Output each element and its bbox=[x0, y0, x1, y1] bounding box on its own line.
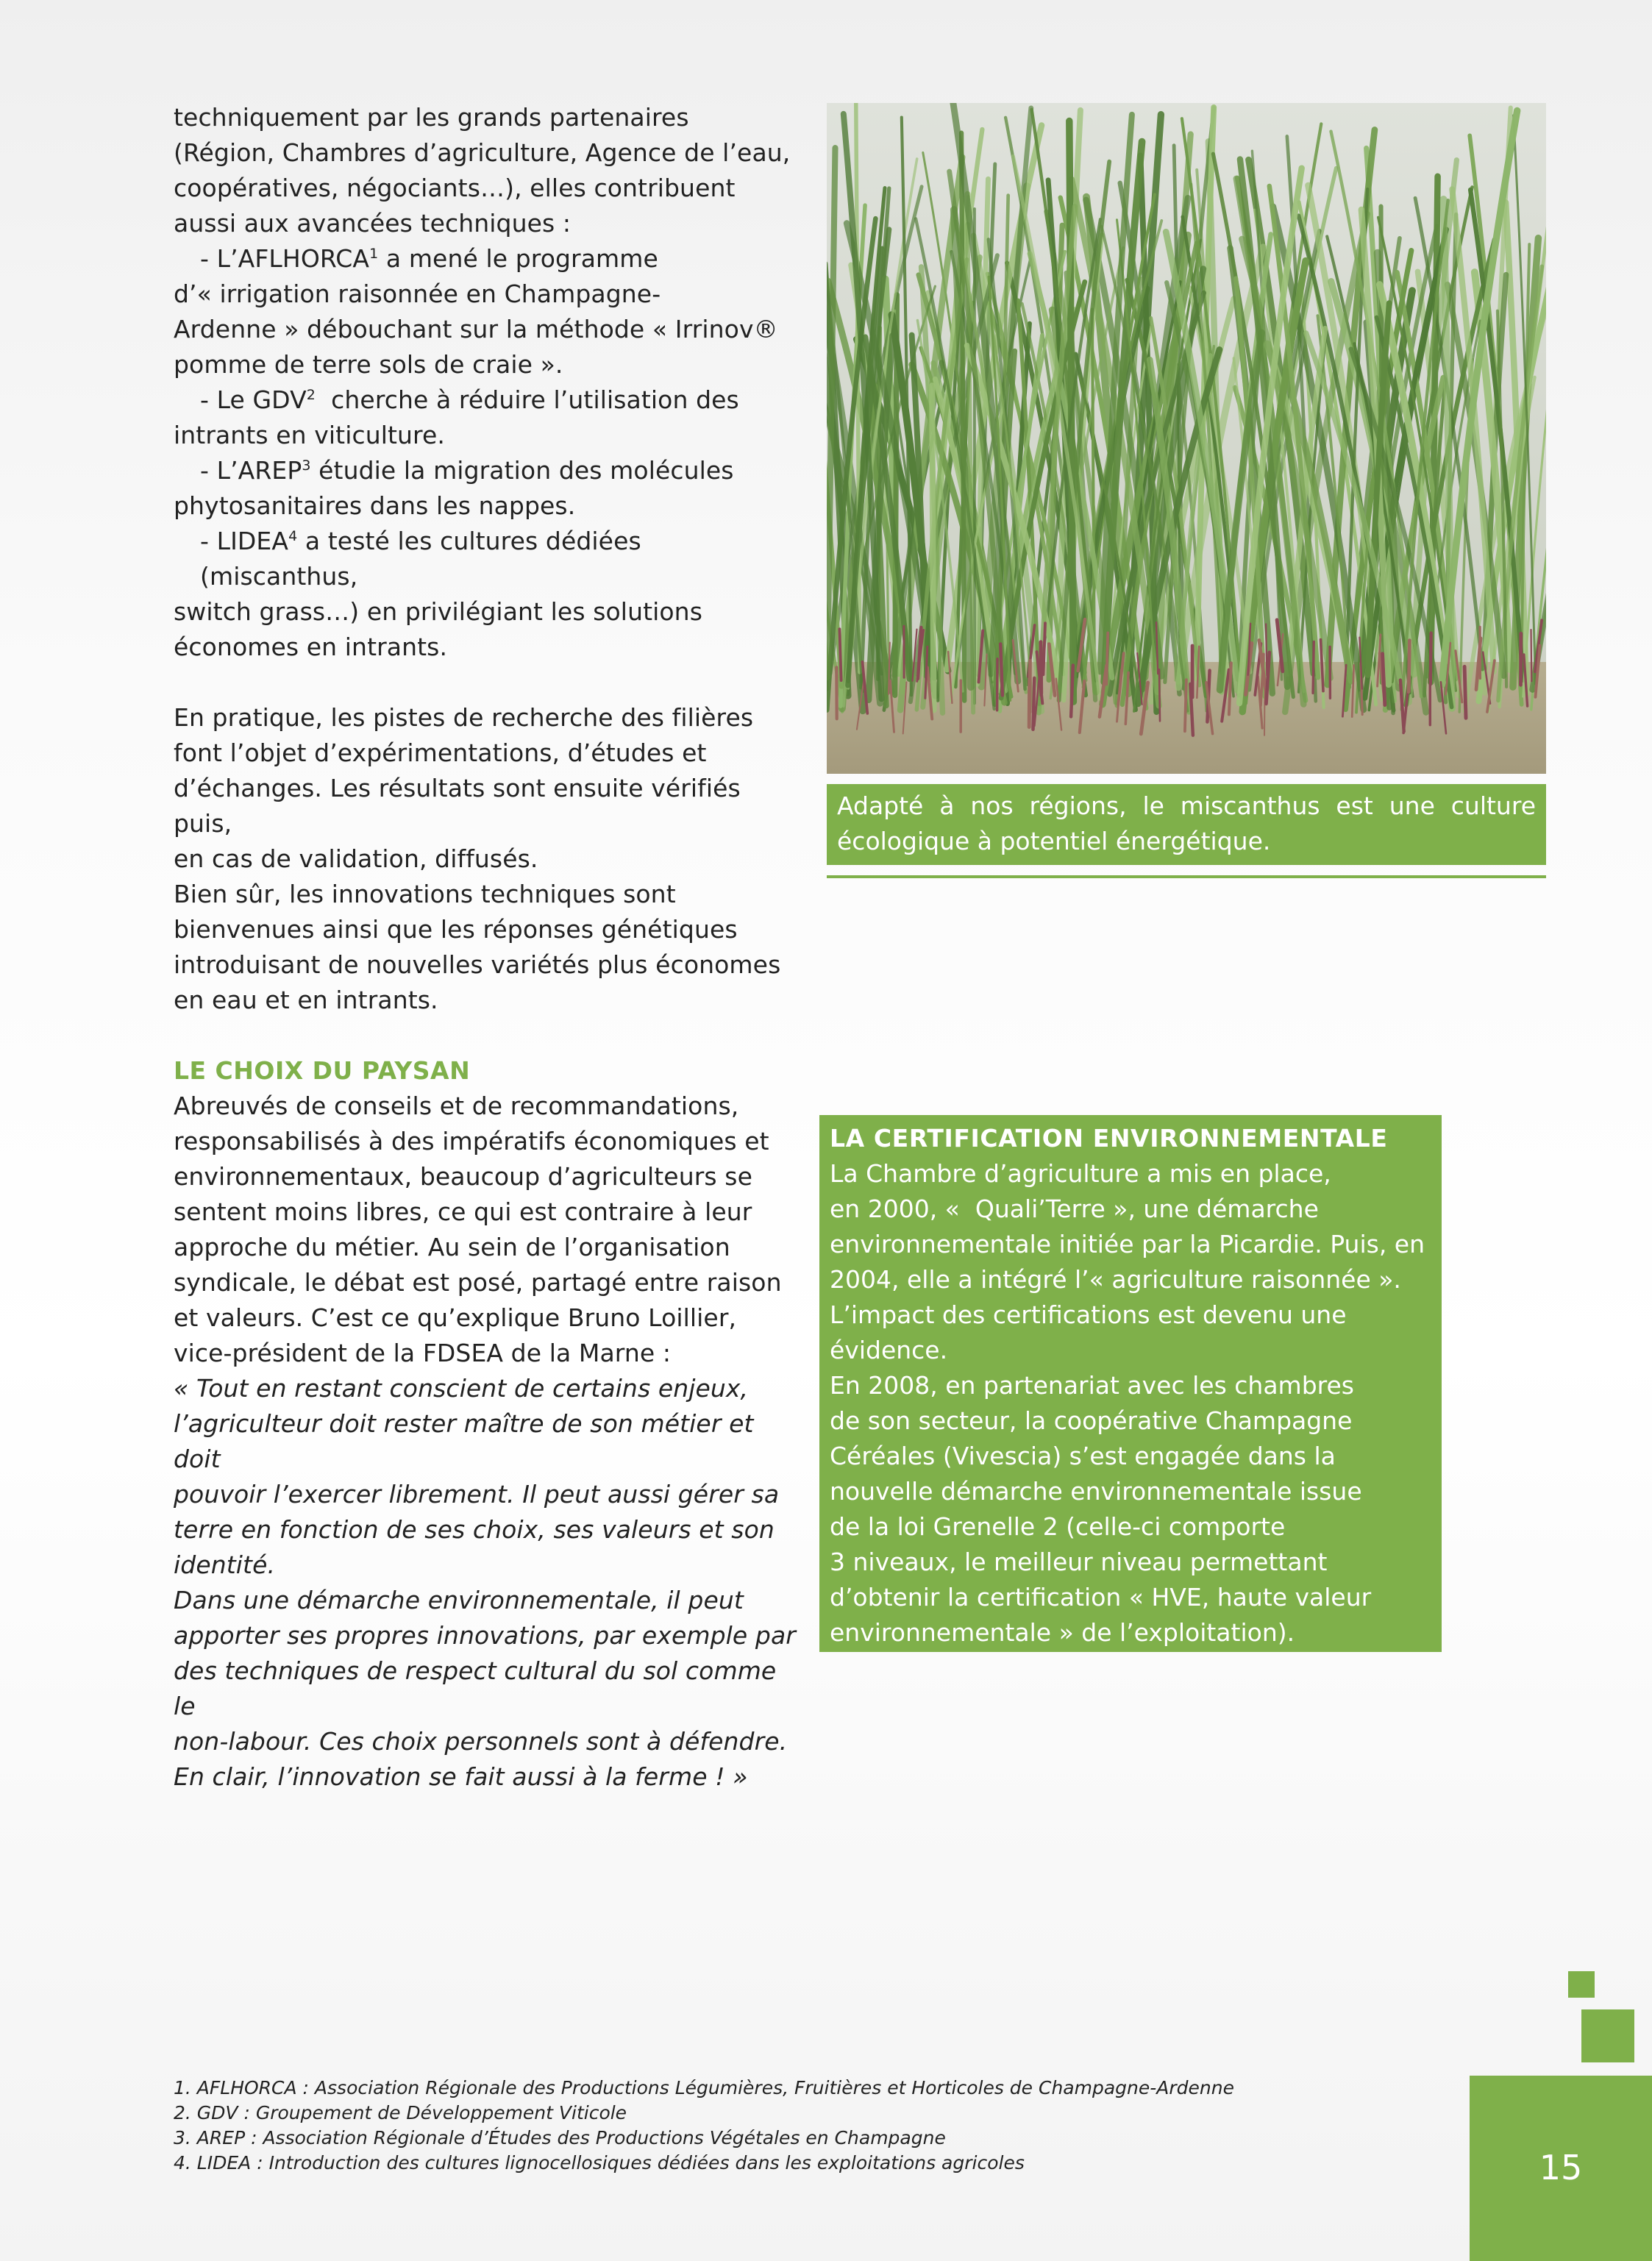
quote-text: l’agriculteur doit rester maître de son métier et doit bbox=[174, 1409, 754, 1473]
quote-text: En clair, l’innovation se fait aussi à la ferme ! » bbox=[174, 1762, 748, 1791]
quote-line bbox=[174, 1759, 803, 1795]
bullet-text: a testé les cultures dédiées (miscanthus, bbox=[200, 527, 641, 591]
bullet-text: pomme de terre sols de craie ». bbox=[174, 350, 563, 379]
box-line: en 2000, « Quali’Terre », une démarche bbox=[830, 1194, 1319, 1223]
grass-stem bbox=[1000, 644, 1003, 695]
quote-text: des techniques de respect cultural du sol comme le bbox=[174, 1656, 777, 1720]
quote-text: identité. bbox=[174, 1550, 276, 1579]
practice-line: en cas de validation, diffusés. bbox=[174, 844, 538, 873]
grass-stem bbox=[1383, 654, 1385, 705]
footnote-ref: 1 bbox=[369, 246, 379, 262]
left-column bbox=[174, 100, 803, 1795]
practice-line: Bien sûr, les innovations techniques sont bbox=[174, 880, 676, 908]
footnote: 1. AFLHORCA : Association Régionale des Productions Légumières, Fruitières et Horticoles de Champagne-Ardenne bbox=[174, 2077, 1234, 2098]
box-line: 3 niveaux, le meilleur niveau permettant bbox=[830, 1548, 1328, 1576]
box-title: LA CERTIFICATION ENVIRONNEMENTALE bbox=[830, 1124, 1388, 1153]
bullet-prefix: - LIDEA bbox=[200, 527, 289, 555]
box-line: environnementale initiée par la Picardie. Puis, en bbox=[830, 1230, 1425, 1258]
footnote-ref: 2 bbox=[306, 387, 316, 403]
box-line: En 2008, en partenariat avec les chambres bbox=[830, 1371, 1354, 1400]
decor-square-large bbox=[1581, 2009, 1634, 2062]
choice-line: environnementaux, beaucoup d’agriculteurs se bbox=[174, 1162, 752, 1191]
quote-text: non-labour. Ces choix personnels sont à défendre. bbox=[174, 1727, 788, 1756]
bullet-lidea bbox=[174, 524, 803, 594]
choice-line: sentent moins libres, ce qui est contraire à leur bbox=[174, 1197, 752, 1226]
quote-line bbox=[174, 1477, 803, 1512]
quote-text: « Tout en restant conscient de certains enjeux, bbox=[174, 1374, 749, 1403]
box-line: L’impact des certifications est devenu une bbox=[830, 1300, 1347, 1329]
bullet-gdv bbox=[174, 382, 803, 418]
box-line: évidence. bbox=[830, 1336, 948, 1364]
quote-line bbox=[174, 1653, 803, 1724]
practice-line: en eau et en intrants. bbox=[174, 986, 438, 1014]
quote-line bbox=[174, 1583, 803, 1618]
section-title: LE CHOIX DU PAYSAN bbox=[174, 1056, 471, 1085]
practice-line: introduisant de nouvelles variétés plus économes bbox=[174, 950, 781, 979]
choice-line: responsabilisés à des impératifs économiques et bbox=[174, 1127, 769, 1156]
photo-caption: Adapté à nos régions, le miscanthus est une culture écologique à potentiel énergétique. bbox=[827, 784, 1546, 865]
grass-stem bbox=[1313, 641, 1314, 693]
intro-line: coopératives, négociants…), elles contribuent bbox=[174, 174, 736, 202]
quote-line bbox=[174, 1371, 803, 1406]
box-line: de son secteur, la coopérative Champagne bbox=[830, 1406, 1353, 1435]
bullet-text: phytosanitaires dans les nappes. bbox=[174, 491, 576, 520]
bullet-text: étudie la migration des molécules bbox=[310, 456, 734, 485]
box-line: environnementale » de l’exploitation). bbox=[830, 1618, 1295, 1647]
page-number: 15 bbox=[1539, 2148, 1583, 2187]
quote-line bbox=[174, 1724, 803, 1759]
quote-text: terre en fonction de ses choix, ses valeurs et son bbox=[174, 1515, 775, 1544]
footnote: 3. AREP : Association Régionale d’Études des Productions Végétales en Champagne bbox=[174, 2127, 946, 2148]
decor-square-small bbox=[1568, 1971, 1595, 1998]
choice-line: et valeurs. C’est ce qu’explique Bruno Loillier, bbox=[174, 1303, 737, 1332]
bullet-aflhorca bbox=[174, 241, 803, 277]
choice-line: Abreuvés de conseils et de recommandations, bbox=[174, 1092, 739, 1120]
miscanthus-illustration bbox=[827, 103, 1546, 774]
bullet-text: a mené le programme bbox=[378, 244, 658, 273]
certification-box bbox=[819, 1115, 1442, 1652]
quote-text: apporter ses propres innovations, par exemple par bbox=[174, 1621, 796, 1650]
bullet-prefix: - L’AFLHORCA bbox=[200, 244, 370, 273]
choice-line: syndicale, le débat est posé, partagé entre raison bbox=[174, 1268, 782, 1297]
footnote-ref: 3 bbox=[302, 457, 311, 474]
intro-line: (Région, Chambres d’agriculture, Agence de l’eau, bbox=[174, 138, 791, 167]
footnote-ref: 4 bbox=[288, 528, 298, 544]
grass-stem bbox=[1531, 630, 1532, 681]
grass-stem bbox=[1033, 678, 1035, 730]
paragraph-gap bbox=[174, 665, 803, 700]
intro-line: techniquement par les grands partenaires bbox=[174, 103, 689, 132]
box-line: de la loi Grenelle 2 (celle-ci comporte bbox=[830, 1512, 1286, 1541]
page-number-tab bbox=[1470, 2076, 1652, 2261]
grass-stem bbox=[839, 629, 841, 680]
bullet-text: switch grass…) en privilégiant les solutions bbox=[174, 597, 702, 626]
quote-line bbox=[174, 1618, 803, 1653]
quote-text: pouvoir l’exercer librement. Il peut aussi gérer sa bbox=[174, 1480, 780, 1509]
practice-line: En pratique, les pistes de recherche des filières bbox=[174, 703, 754, 732]
practice-line: d’échanges. Les résultats sont ensuite vérifiés puis, bbox=[174, 774, 741, 838]
grass-stem bbox=[1071, 665, 1073, 716]
bullet-prefix: - L’AREP bbox=[200, 456, 302, 485]
quote-line bbox=[174, 1512, 803, 1548]
bullet-prefix: - Le GDV bbox=[200, 385, 307, 414]
practice-line: font l’objet d’expérimentations, d’études et bbox=[174, 738, 707, 767]
grass-stem bbox=[1043, 623, 1045, 674]
box-line: d’obtenir la certification « HVE, haute valeur bbox=[830, 1583, 1372, 1612]
grass-stem bbox=[1464, 666, 1466, 718]
quote-text: Dans une démarche environnementale, il peut bbox=[174, 1586, 744, 1614]
paragraph-gap bbox=[174, 1018, 803, 1053]
quote-line bbox=[174, 1548, 803, 1583]
practice-line: bienvenues ainsi que les réponses génétiques bbox=[174, 915, 738, 944]
intro-line: aussi aux avancées techniques : bbox=[174, 209, 572, 238]
grass-stem bbox=[1159, 669, 1160, 721]
bullet-arep bbox=[174, 453, 803, 488]
choice-line: approche du métier. Au sein de l’organisation bbox=[174, 1233, 730, 1261]
box-line: La Chambre d’agriculture a mis en place, bbox=[830, 1159, 1331, 1188]
grass-stem bbox=[1185, 680, 1186, 731]
bullet-text: d’« irrigation raisonnée en Champagne- bbox=[174, 279, 661, 308]
quote-line bbox=[174, 1406, 803, 1477]
grass-stem bbox=[1266, 624, 1267, 675]
miscanthus-photo bbox=[827, 103, 1546, 774]
footnote: 2. GDV : Groupement de Développement Viticole bbox=[174, 2102, 627, 2123]
bullet-text: économes en intrants. bbox=[174, 633, 448, 661]
box-line: nouvelle démarche environnementale issue bbox=[830, 1477, 1362, 1506]
footnotes bbox=[174, 2076, 1439, 2176]
grass-blade bbox=[932, 385, 933, 710]
bullet-text: cherche à réduire l’utilisation des bbox=[315, 385, 739, 414]
footnote: 4. LIDEA : Introduction des cultures lignocellosiques dédiées dans les exploitations agricoles bbox=[174, 2152, 1025, 2173]
box-line: 2004, elle a intégré l’« agriculture raisonnée ». bbox=[830, 1265, 1401, 1294]
caption-divider bbox=[827, 875, 1546, 878]
choice-line: vice-président de la FDSEA de la Marne : bbox=[174, 1339, 672, 1367]
bullet-text: Ardenne » débouchant sur la méthode « Irrinov® bbox=[174, 315, 778, 343]
bullet-text: intrants en viticulture. bbox=[174, 421, 445, 449]
box-line: Céréales (Vivescia) s’est engagée dans la bbox=[830, 1442, 1336, 1470]
